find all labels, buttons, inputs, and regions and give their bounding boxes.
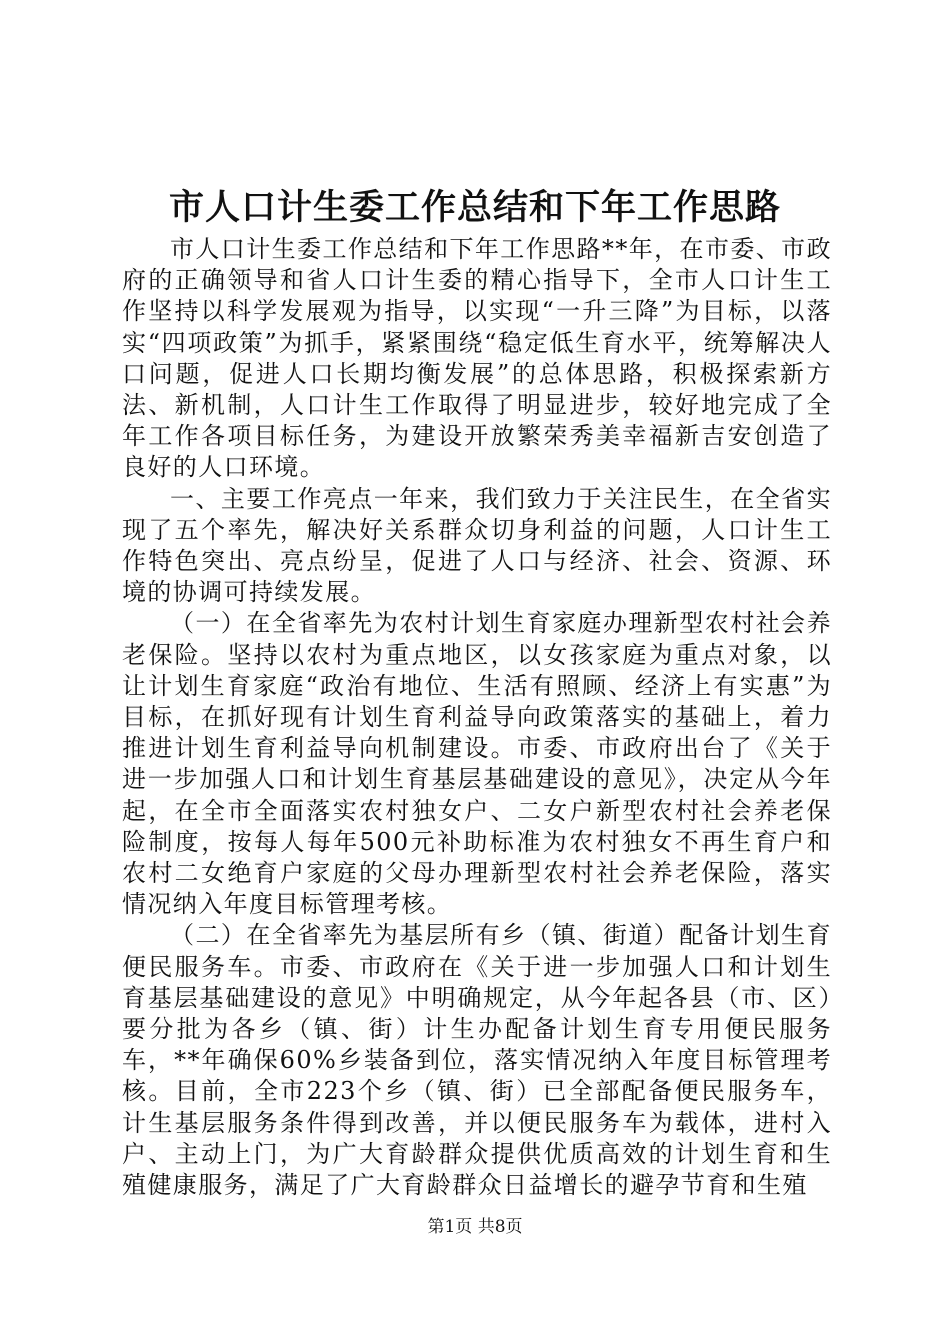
page-number: 第1页 共8页: [427, 1217, 523, 1237]
paragraph-highlights: 一、主要工作亮点一年来，我们致力于关注民生，在全省实现了五个率先，解决好关系群众切身利益的问题，人口计生工作特色突出、亮点纷呈，促进了人口与经济、社会、资源、环境的协调可持续发展。: [122, 484, 832, 607]
paragraph-section-2: （二）在全省率先为基层所有乡（镇、街道）配备计划生育便民服务车。市委、市政府在《关于进一步加强人口和计划生育基层基础建设的意见》中明确规定，从今年起各县（市、区）要分批为各乡（镇、街）计生办配备计划生育专用便民服务车，**年确保60%乡装备到位，落实情况纳入年度目标管理考核。目前，全市223个乡（镇、街）已全部配备便民服务车，计生基层服务条件得到改善，并以便民服务车为载体，进村入户、主动上门，为广大育龄群众提供优质高效的计划生育和生殖健康服务，满足了广大育龄群众日益增长的避孕节育和生殖: [122, 921, 832, 1200]
document-title: 市人口计生委工作总结和下年工作思路: [168, 187, 781, 228]
paragraph-section-1: （一）在全省率先为农村计划生育家庭办理新型农村社会养老保险。坚持以农村为重点地区，以女孩家庭为重点对象，以让计划生育家庭“政治有地位、生活有照顾、经济上有实惠”为目标，在抓好现有计划生育利益导向政策落实的基础上，着力推进计划生育利益导向机制建设。市委、市政府出台了《关于进一步加强人口和计划生育基层基础建设的意见》，决定从今年起，在全市全面落实农村独女户、二女户新型农村社会养老保险制度，按每人每年500元补助标准为农村独女不再生育户和农村二女绝育户家庭的父母办理新型农村社会养老保险，落实情况纳入年度目标管理考核。: [122, 609, 832, 919]
document-body: [122, 234, 832, 1201]
paragraph-intro: 市人口计生委工作总结和下年工作思路**年，在市委、市政府的正确领导和省人口计生委的精心指导下，全市人口计生工作坚持以科学发展观为指导，以实现“一升三降”为目标，以落实“四项政策”为抓手，紧紧围绕“稳定低生育水平，统筹解决人口问题，促进人口长期均衡发展”的总体思路，积极探索新方法、新机制，人口计生工作取得了明显进步，较好地完成了全年工作各项目标任务，为建设开放繁荣秀美幸福新吉安创造了良好的人口环境。: [122, 235, 832, 482]
